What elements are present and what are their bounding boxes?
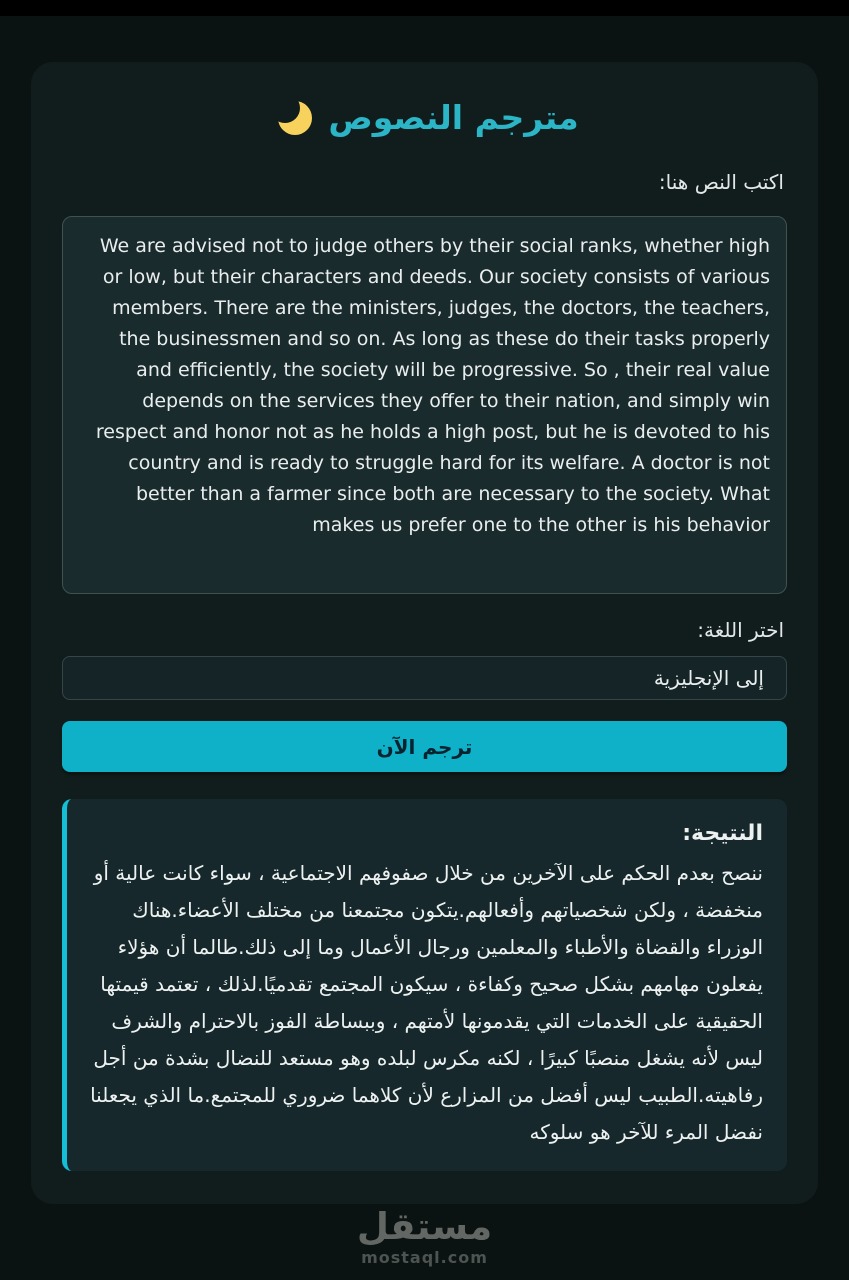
watermark: [0, 1206, 849, 1268]
language-select[interactable]: [62, 656, 787, 700]
translate-button[interactable]: ترجم الآن: [62, 721, 787, 772]
result-panel: [62, 799, 787, 1171]
crescent-moon-icon: [270, 95, 316, 141]
mostaql-logo: مستقل: [356, 1205, 493, 1248]
language-select-value: إلى الإنجليزية: [653, 666, 764, 690]
translator-card: [31, 62, 818, 1204]
source-text-input[interactable]: [62, 216, 787, 594]
language-label: اختر اللغة:: [697, 618, 784, 642]
status-bar: [0, 0, 849, 16]
page-title: مترجم النصوص: [328, 98, 579, 137]
result-heading: النتيجة:: [682, 821, 763, 846]
app-header: [62, 92, 787, 144]
watermark-site-url: mostaql.com: [361, 1248, 488, 1267]
result-text: ننصح بعدم الحكم على الآخرين من خلال صفوفهم الاجتماعية ، سواء كانت عالية أو منخفضة ، ولكن شخصياتهم وأفعالهم.يتكون مجتمعنا من مختلف الأعضاء.هناك الوزراء والقضاة والأطباء والمعلمين ورجال الأعمال وما إلى ذلك.طالما أن هؤلاء يفعلون مهامهم بشكل صحيح وكفاءة ، سيكون المجتمع تقدميًا.لذلك ، تعتمد قيمتها الحقيقية على الخدمات التي يقدمونها لأمتهم ، وببساطة الفوز بالاحترام والشرف ليس لأنه يشغل منصبًا كبيرًا ، لكنه مكرس لبلده وهو مستعد للنضال بشدة من أجل رفاهيته.الطبيب ليس أفضل من المزارع لأن كلاهما ضروري للمجتمع.ما الذي يجعلنا نفضل المرء للآخر هو سلوكه: [90, 861, 763, 1144]
input-label: اكتب النص هنا:: [658, 170, 784, 194]
